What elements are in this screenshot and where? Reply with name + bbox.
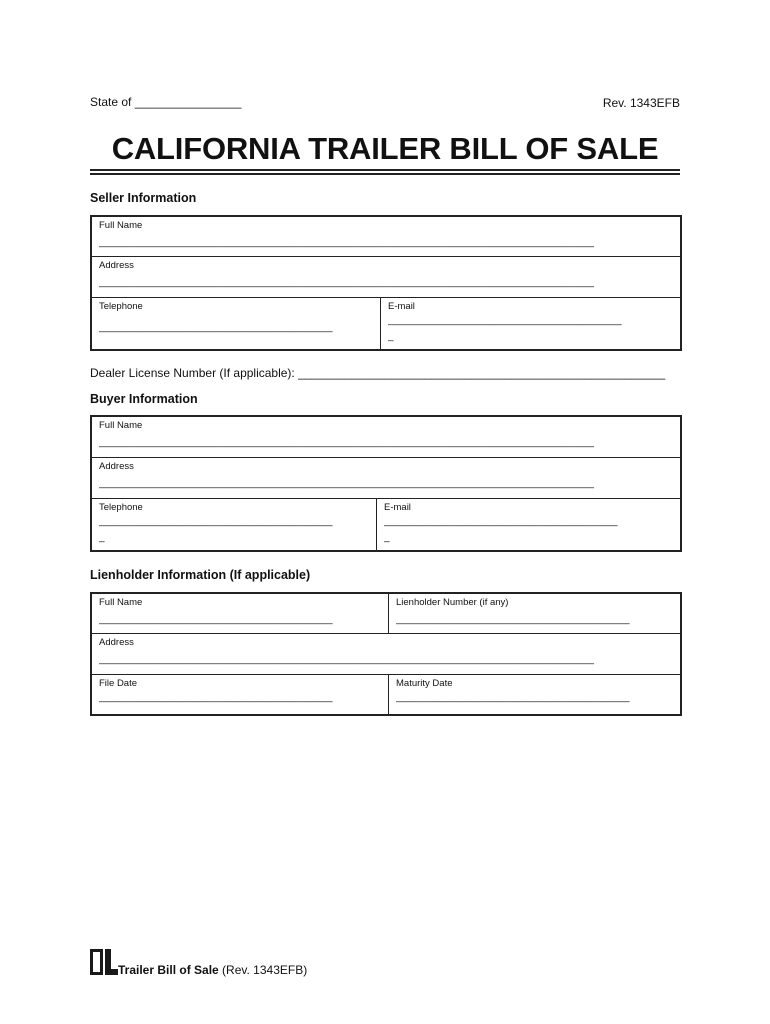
seller-telephone-cell: [92, 298, 381, 349]
seller-telephone-field[interactable]: __________________________________________: [99, 322, 333, 333]
buyer-telephone-cell: [92, 499, 377, 550]
maturity-date-label: Maturity Date: [396, 678, 453, 689]
seller-telephone-label: Telephone: [99, 301, 143, 312]
buyer-email-field-wrap: _: [384, 532, 390, 543]
buyer-contact-row: [92, 499, 680, 550]
footer-document-name: [118, 963, 307, 977]
seller-full-name-label: Full Name: [99, 220, 143, 231]
maturity-date-cell: [389, 675, 680, 714]
document-title: CALIFORNIA TRAILER BILL OF SALE: [111, 131, 659, 166]
title-divider-top: [90, 169, 680, 171]
lienholder-number-label: Lienholder Number (if any): [396, 597, 509, 608]
footer-doc-title: Trailer Bill of Sale: [118, 963, 219, 977]
seller-email-field[interactable]: __________________________________________: [388, 315, 622, 326]
title-divider-bottom: [90, 173, 680, 175]
lienholder-number-field[interactable]: __________________________________________: [396, 614, 630, 625]
seller-address-field[interactable]: _________________________________________________________________________________________: [99, 277, 594, 288]
buyer-full-name-field[interactable]: _________________________________________________________________________________________: [99, 437, 594, 448]
lienholder-full-name-cell: [92, 594, 389, 633]
buyer-full-name-row: [92, 417, 680, 458]
buyer-address-field[interactable]: _________________________________________________________________________________________: [99, 478, 594, 489]
seller-email-cell: [381, 298, 680, 349]
lienholder-info-box: [90, 592, 682, 716]
buyer-email-cell: [377, 499, 680, 550]
dealer-license-field[interactable]: Dealer License Number (If applicable): _______________________________________________________: [90, 366, 666, 380]
lienholder-address-label: Address: [99, 637, 134, 648]
lienholder-address-field[interactable]: _________________________________________________________________________________________: [99, 654, 594, 665]
buyer-email-field[interactable]: __________________________________________: [384, 516, 618, 527]
seller-address-row: [92, 257, 680, 298]
buyer-address-row: [92, 458, 680, 499]
revision-number: Rev. 1343EFB: [602, 96, 680, 110]
lienholder-section-heading: Lienholder Information (If applicable): [90, 568, 311, 582]
buyer-full-name-label: Full Name: [99, 420, 143, 431]
buyer-telephone-label: Telephone: [99, 502, 143, 513]
lienholder-full-name-label: Full Name: [99, 597, 143, 608]
lawdistrict-logo-icon: [90, 949, 118, 975]
file-date-cell: [92, 675, 389, 714]
file-date-label: File Date: [99, 678, 138, 689]
buyer-email-label: E-mail: [384, 502, 411, 513]
lienholder-address-row: [92, 634, 680, 675]
buyer-address-label: Address: [99, 461, 134, 472]
seller-info-box: [90, 215, 682, 351]
seller-address-label: Address: [99, 260, 134, 271]
lienholder-dates-row: [92, 675, 680, 714]
buyer-info-box: [90, 415, 682, 552]
footer-revision: (Rev. 1343EFB): [218, 963, 308, 977]
buyer-section-heading: Buyer Information: [90, 392, 198, 406]
file-date-field[interactable]: __________________________________________: [99, 692, 333, 703]
buyer-telephone-field-wrap: _: [99, 532, 105, 543]
maturity-date-field[interactable]: __________________________________________: [396, 692, 630, 703]
lienholder-name-row: [92, 594, 680, 634]
seller-email-field-wrap: _: [388, 331, 394, 342]
lienholder-number-cell: [389, 594, 680, 633]
seller-contact-row: [92, 298, 680, 349]
seller-section-heading: Seller Information: [90, 191, 197, 205]
lienholder-full-name-field[interactable]: __________________________________________: [99, 614, 333, 625]
state-field[interactable]: State of ________________: [90, 95, 242, 109]
seller-full-name-field[interactable]: _________________________________________________________________________________________: [99, 237, 594, 248]
buyer-telephone-field[interactable]: __________________________________________: [99, 516, 333, 527]
seller-full-name-row: [92, 217, 680, 257]
seller-email-label: E-mail: [388, 301, 415, 312]
